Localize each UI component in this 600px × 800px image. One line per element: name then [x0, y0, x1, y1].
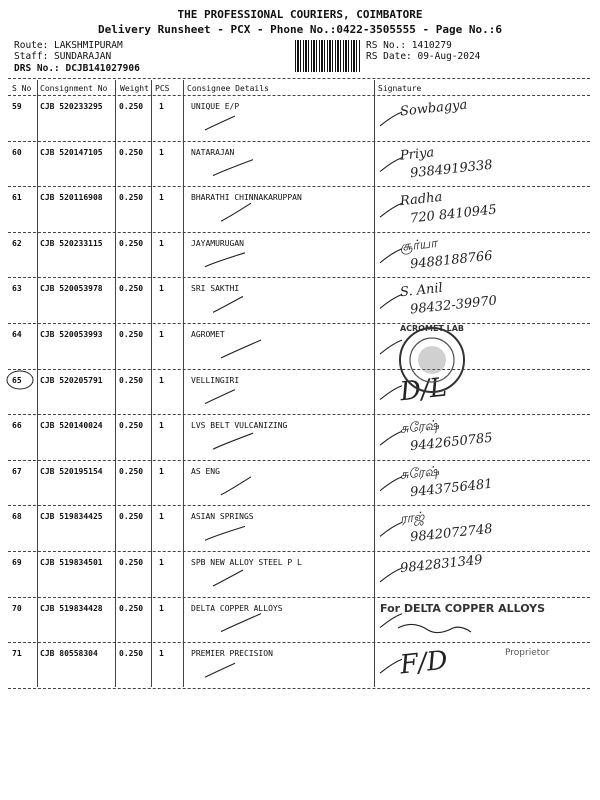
- cell-consignment: CJB 519834501: [40, 558, 103, 567]
- cell-consignee: DELTA COPPER ALLOYS: [191, 603, 283, 613]
- pen-tick: [213, 160, 253, 176]
- cell-weight: 0.250: [119, 147, 144, 157]
- cell-pcs: 1: [159, 375, 164, 385]
- drs-number: DRS No.: DCJB141027906: [14, 63, 140, 74]
- col-weight: Weight: [120, 84, 149, 93]
- cell-consignee: UNIQUE E/P: [191, 102, 240, 111]
- col-consignment: Consignment No: [40, 84, 108, 93]
- pen-tick: [213, 433, 253, 449]
- cell-sno: 65: [12, 375, 22, 385]
- rs-number: RS No.: 1410279: [366, 40, 452, 51]
- signature-stroke: [380, 477, 402, 491]
- handwritten-signature: சுரேஷ்: [399, 418, 440, 438]
- route-label: Route: LAKSHMIPURAM: [14, 40, 123, 51]
- pen-tick: [205, 526, 245, 540]
- cell-consignee: SRI SAKTHI: [191, 284, 240, 294]
- cell-sno: 67: [12, 466, 22, 476]
- col-signature: Signature: [378, 84, 422, 93]
- cell-pcs: 1: [159, 330, 164, 339]
- cell-sno: 60: [12, 147, 22, 157]
- handwritten-signature: 9842072748: [409, 522, 494, 546]
- col-consignee: Consignee Details: [187, 84, 269, 93]
- cell-weight: 0.250: [119, 238, 144, 248]
- cell-consignment: CJB 520233115: [40, 238, 103, 248]
- cell-weight: 0.250: [119, 330, 144, 339]
- cell-sno: 63: [12, 284, 22, 294]
- handwritten-signature: S. Anil: [399, 281, 444, 301]
- handwritten-signature: 98432-39970: [409, 293, 498, 318]
- cell-sno: 66: [12, 421, 22, 431]
- handwritten-signature: சுரேஷ்: [399, 463, 440, 483]
- cell-weight: 0.250: [119, 284, 144, 294]
- handwritten-signature: 9443756481: [409, 476, 494, 501]
- cell-consignee: SPB NEW ALLOY STEEL P L: [191, 558, 302, 567]
- col-pcs: PCS: [155, 84, 170, 93]
- staff-label: Staff: SUNDARAJAN: [14, 51, 112, 62]
- cell-weight: 0.250: [119, 603, 144, 613]
- cell-consignee: AS ENG: [191, 466, 220, 476]
- cell-pcs: 1: [159, 193, 164, 203]
- handwritten-signature: D/L: [398, 372, 449, 407]
- signature-stroke: [380, 294, 402, 308]
- cell-consignment: CJB 520195154: [40, 466, 103, 476]
- cell-consignee: VELLINGIRI: [191, 375, 240, 385]
- cell-consignee: BHARATHI CHINNAKARUPPAN: [191, 193, 302, 203]
- cell-consignee: NATARAJAN: [191, 147, 235, 157]
- cell-consignment: CJB 80558304: [40, 649, 98, 659]
- pen-tick: [213, 570, 243, 586]
- signature-stroke: [380, 568, 402, 582]
- handwritten-signature: ராஜ்: [399, 510, 426, 528]
- cell-consignment: CJB 519834428: [40, 603, 103, 613]
- signature-stroke: [380, 614, 402, 628]
- pen-tick: [221, 614, 261, 632]
- company-title: THE PROFESSIONAL COURIERS, COIMBATORE: [177, 8, 423, 21]
- signature-stroke: [380, 522, 402, 536]
- col-sno: S No: [12, 84, 32, 93]
- cell-weight: 0.250: [119, 193, 144, 203]
- handwritten-signature: 9384919338: [409, 157, 494, 181]
- handwritten-signature: Radha: [399, 190, 443, 210]
- pen-tick: [221, 477, 251, 495]
- cell-consignment: CJB 519834425: [40, 512, 103, 522]
- pen-tick: [205, 253, 245, 267]
- signature-stroke: [380, 112, 402, 126]
- agromet-stamp-text: ACROMET LAB: [399, 324, 465, 333]
- signature-stroke: [380, 431, 402, 445]
- signature-stroke: [380, 659, 402, 673]
- cell-consignee: ASIAN SPRINGS: [191, 512, 254, 522]
- handwritten-signature: 9442650785: [409, 430, 494, 455]
- cell-sno: 68: [12, 512, 22, 522]
- cell-consignment: CJB 520116908: [40, 193, 103, 203]
- handwritten-signature: F/D: [398, 645, 450, 681]
- delta-signature-scribble: [398, 624, 471, 632]
- cell-consignment: CJB 520233295: [40, 102, 103, 111]
- handwritten-signature: 720 8410945: [409, 202, 498, 227]
- cell-sno: 69: [12, 558, 22, 567]
- circle-mark: [7, 371, 33, 389]
- cell-sno: 64: [12, 330, 22, 339]
- signature-stroke: [380, 203, 402, 217]
- cell-consignee: JAYAMURUGAN: [191, 238, 244, 248]
- cell-pcs: 1: [159, 512, 164, 522]
- handwritten-signature: சூர்யா: [399, 235, 438, 255]
- cell-weight: 0.250: [119, 102, 144, 111]
- cell-weight: 0.250: [119, 466, 144, 476]
- cell-sno: 71: [12, 649, 22, 659]
- cell-sno: 62: [12, 238, 22, 248]
- signature-stroke: [380, 386, 402, 400]
- runsheet-title: Delivery Runsheet - PCX - Phone No.:0422-3505555 - Page No.:6: [98, 23, 502, 36]
- cell-consignment: CJB 520053978: [40, 284, 103, 294]
- delta-stamp-sub: Proprietor: [505, 648, 550, 658]
- handwritten-signature: Sowbagya: [399, 97, 468, 120]
- cell-weight: 0.250: [119, 558, 144, 567]
- cell-consignee: AGROMET: [191, 330, 225, 339]
- cell-consignee: PREMIER PRECISION: [191, 649, 273, 659]
- cell-consignment: CJB 520205791: [40, 375, 103, 385]
- handwritten-signature: Priya: [399, 144, 435, 164]
- cell-weight: 0.250: [119, 421, 144, 431]
- cell-consignee: LVS BELT VULCANIZING: [191, 421, 288, 431]
- cell-pcs: 1: [159, 147, 164, 157]
- pen-tick: [205, 390, 235, 404]
- delta-stamp-text: For DELTA COPPER ALLOYS: [380, 602, 546, 615]
- cell-pcs: 1: [159, 284, 164, 294]
- agromet-stamp: [400, 324, 464, 392]
- cell-pcs: 1: [159, 238, 164, 248]
- signature-stroke: [380, 158, 402, 172]
- cell-pcs: 1: [159, 466, 164, 476]
- signature-stroke: [380, 249, 402, 263]
- pen-tick: [213, 296, 243, 312]
- cell-pcs: 1: [159, 421, 164, 431]
- cell-sno: 61: [12, 193, 22, 203]
- cell-consignment: CJB 520140024: [40, 421, 103, 431]
- cell-weight: 0.250: [119, 649, 144, 659]
- cell-pcs: 1: [159, 649, 164, 659]
- cell-pcs: 1: [159, 102, 164, 111]
- pen-tick: [205, 663, 235, 677]
- cell-pcs: 1: [159, 558, 164, 567]
- cell-sno: 59: [12, 102, 22, 111]
- cell-sno: 70: [12, 603, 22, 613]
- handwritten-signature: 9488188766: [409, 248, 494, 273]
- pen-tick: [205, 116, 235, 130]
- signature-stroke: [380, 340, 402, 354]
- handwritten-signature: 9842831349: [399, 552, 484, 577]
- cell-weight: 0.250: [119, 512, 144, 522]
- pen-tick: [221, 340, 261, 358]
- cell-pcs: 1: [159, 603, 164, 613]
- rs-date: RS Date: 09-Aug-2024: [366, 51, 481, 62]
- cell-weight: 0.250: [119, 375, 144, 385]
- cell-consignment: CJB 520147105: [40, 147, 103, 157]
- pen-tick: [221, 203, 251, 221]
- cell-consignment: CJB 520053993: [40, 330, 103, 339]
